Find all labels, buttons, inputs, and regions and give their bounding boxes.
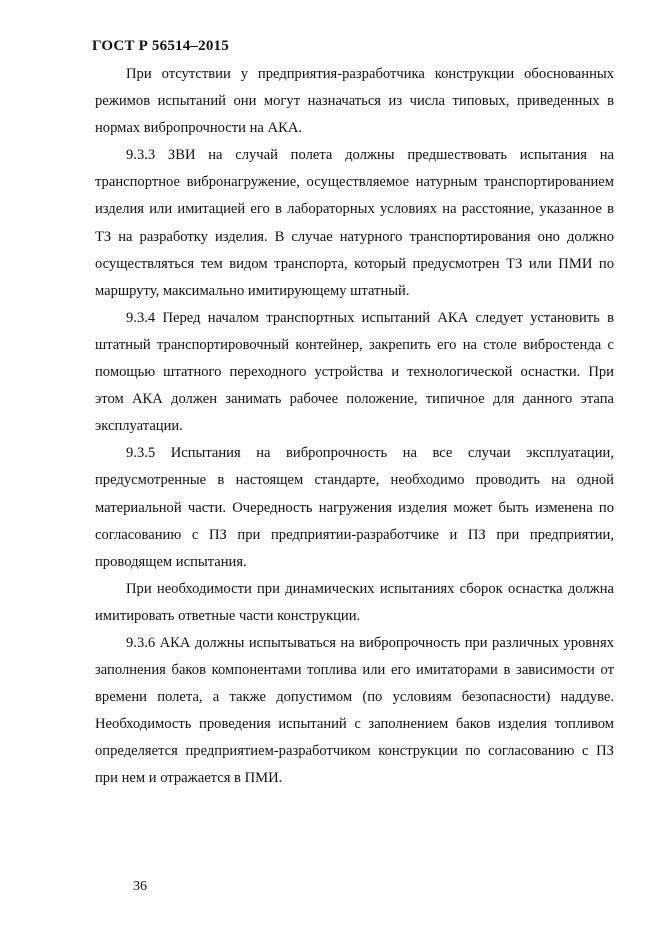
paragraph-9-3-5: 9.3.5 Испытания на вибропрочность на все случаи эксплуатации, предусмотренные в настоящем стандарте, необходимо проводить на одной материальной части. Очередность нагружения изделия может быть изменена по согласованию с ПЗ при предприятии-разработчике и ПЗ при предприятии, проводящем испытания. bbox=[95, 445, 614, 570]
paragraph-9-3-6: 9.3.6 АКА должны испытываться на вибропрочность при различных уровнях заполнения баков компонентами топлива или его имитаторами в зависимости от времени полета, а также допустимом (по условиям безопасности) наддуве. Необходимость проведения испытаний с заполнением баков изделия топливом определяется предприятием-разработчиком конструкции по согласованию с ПЗ при нем и отражается в ПМИ. bbox=[95, 634, 614, 787]
document-body bbox=[95, 61, 614, 793]
paragraph-9-3-3: 9.3.3 ЗВИ на случай полета должны предшествовать испытания на транспортное вибронагружение, осуществляемое натурным транспортированием изделия или имитацией его в лабораторных условиях на расстояние, указанное в ТЗ на разработку изделия. В случае натурного транспортирования оно должно осуществляться тем видом транспорта, который предусмотрен ТЗ или ПМИ по маршруту, максимально имитирующему штатный. bbox=[95, 147, 614, 299]
paragraph-fixture-note: При необходимости при динамических испытаниях сборок оснастка должна имитировать ответные части конструкции. bbox=[95, 580, 614, 624]
document-header: ГОСТ Р 56514–2015 bbox=[92, 38, 229, 54]
page-number: 36 bbox=[133, 879, 147, 894]
paragraph-intro: При отсутствии у предприятия-разработчика конструкции обоснованных режимов испытаний они могут назначаться из числа типовых, приведенных в нормах вибропрочности на АКА. bbox=[95, 66, 614, 137]
paragraph-9-3-4: 9.3.4 Перед началом транспортных испытаний АКА следует установить в штатный транспортировочный контейнер, закрепить его на столе вибростенда с помощью штатного переходного устройства и технологической оснастки. При этом АКА должен занимать рабочее положение, типичное для данного этапа эксплуатации. bbox=[95, 309, 614, 435]
